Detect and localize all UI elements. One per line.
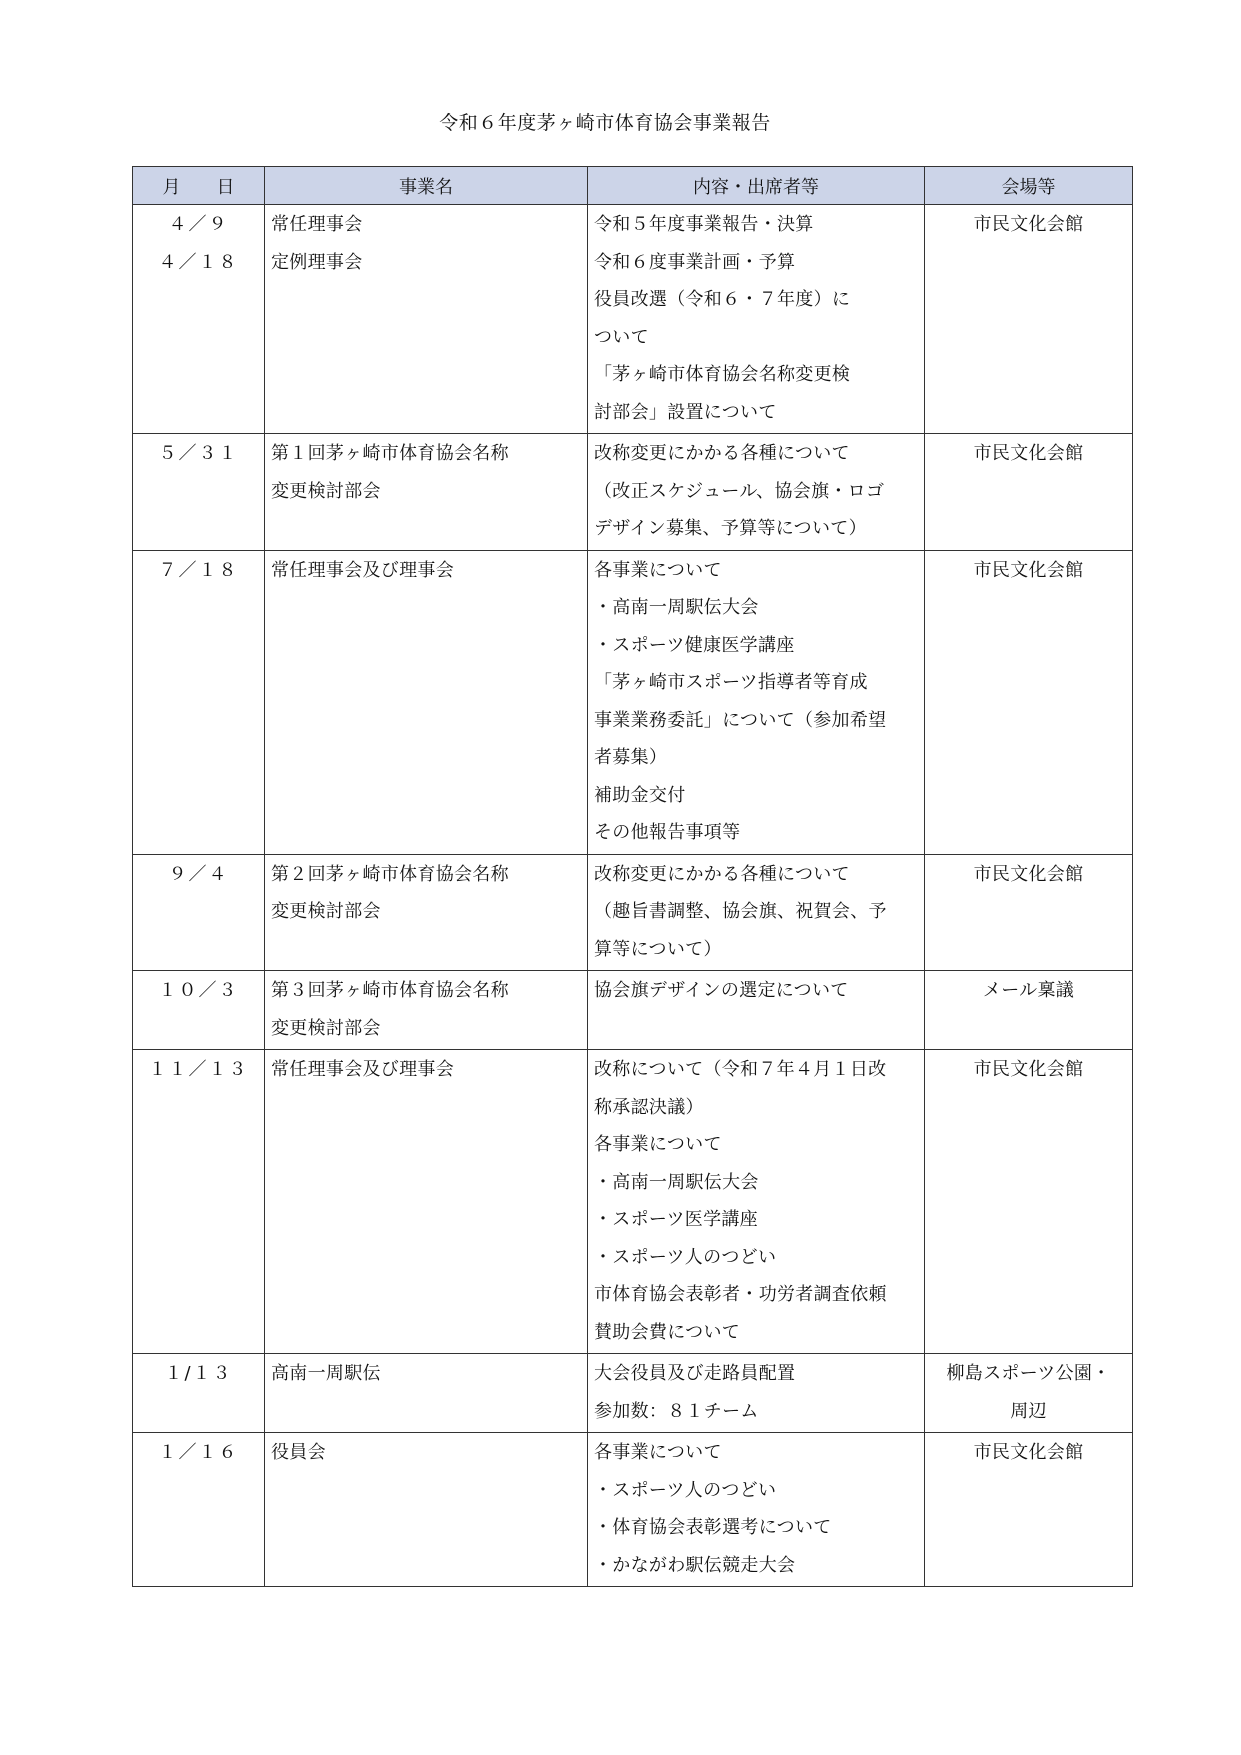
content-cell-line: 大会役員及び走路員配置: [594, 1363, 796, 1384]
content-cell-line: 各事業について: [594, 1134, 722, 1155]
content-cell: [588, 854, 925, 971]
venue-cell: [925, 1354, 1133, 1433]
content-cell-line: 者募集）: [594, 747, 668, 768]
table-row: [133, 1354, 1133, 1433]
event-name-cell: [265, 205, 588, 434]
date-cell: [133, 205, 265, 434]
content-cell-line: ・スポーツ人のつどい: [594, 1246, 777, 1268]
date-cell-line: １１／１３: [148, 1059, 249, 1080]
content-cell-line: ・スポーツ健康医学講座: [594, 634, 795, 656]
event-name-cell-line: 常任理事会及び理事会: [271, 559, 454, 581]
content-cell-line: ついて: [594, 326, 649, 348]
content-cell: [588, 1354, 925, 1433]
content-cell-line: 賛助会費について: [594, 1321, 741, 1343]
content-cell-line: 参加数：８１チーム: [594, 1400, 759, 1422]
date-cell-line: ９／４: [168, 863, 229, 885]
content-cell-line: 「茅ヶ崎市体育協会名称変更検: [594, 364, 851, 385]
event-name-cell: [265, 1050, 588, 1354]
content-cell-line: 補助金交付: [594, 784, 686, 806]
event-name-cell-line: 定例理事会: [271, 251, 363, 273]
table-header-row: [133, 167, 1133, 205]
content-cell-line: 「茅ヶ崎市スポーツ指導者等育成: [594, 672, 868, 693]
date-cell: [133, 971, 265, 1050]
event-name-cell: [265, 1354, 588, 1433]
content-cell-line: 称承認決議）: [594, 1096, 704, 1118]
date-cell: [133, 550, 265, 854]
content-cell-line: 各事業について: [594, 559, 722, 581]
event-name-cell: [265, 550, 588, 854]
date-cell-line: ５／３１: [158, 443, 239, 464]
venue-cell-line: 市民文化会館: [973, 559, 1084, 581]
event-name-cell: [265, 971, 588, 1050]
content-cell: [588, 550, 925, 854]
event-name-cell-line: 役員会: [271, 1442, 326, 1463]
content-cell-line: ・体育協会表彰選考について: [594, 1517, 832, 1538]
content-cell: [588, 1050, 925, 1354]
event-name-cell: [265, 854, 588, 971]
table-row: [133, 1433, 1133, 1587]
venue-cell: [925, 205, 1133, 434]
date-cell-line: １０／３: [158, 980, 239, 1001]
date-cell: [133, 1433, 265, 1587]
content-cell-line: 改称について（令和７年４月１日改: [594, 1059, 887, 1080]
header-venue: 会場等: [925, 167, 1133, 205]
event-name-cell: [265, 1433, 588, 1587]
content-cell: [588, 434, 925, 551]
content-cell-line: （趣旨書調整、協会旗、祝賀会、予: [594, 901, 887, 922]
table-body: [133, 205, 1133, 1587]
date-cell-line: ４／９: [168, 214, 229, 235]
event-name-cell-line: 変更検討部会: [271, 1017, 381, 1039]
table-row: [133, 971, 1133, 1050]
venue-cell-line: 市民文化会館: [973, 1059, 1084, 1080]
header-date: 月 日: [133, 167, 265, 205]
page-title: 令和６年度茅ヶ崎市体育協会事業報告: [439, 112, 771, 134]
venue-cell: [925, 971, 1133, 1050]
content-cell-line: 協会旗デザインの選定について: [594, 980, 849, 1001]
venue-cell-line: 市民文化会館: [973, 1442, 1084, 1463]
venue-cell: [925, 1050, 1133, 1354]
header-event-name: 事業名: [265, 167, 588, 205]
content-cell-line: ・スポーツ医学講座: [594, 1209, 758, 1230]
content-cell-line: ・高南一周駅伝大会: [594, 597, 759, 618]
event-name-cell-line: 常任理事会: [271, 214, 363, 235]
venue-cell-line: メール稟議: [982, 980, 1075, 1001]
venue-cell: [925, 434, 1133, 551]
content-cell-line: 事業業務委託」について（参加希望: [594, 709, 887, 731]
content-cell-line: 改称変更にかかる各種について: [594, 863, 850, 885]
venue-cell-line: 市民文化会館: [973, 863, 1084, 885]
event-name-cell-line: 第３回茅ヶ崎市体育協会名称: [271, 980, 509, 1001]
table-row: [133, 1050, 1133, 1354]
content-cell-line: ・スポーツ人のつどい: [594, 1479, 777, 1501]
content-cell-line: ・かながわ駅伝競走大会: [594, 1554, 796, 1576]
date-cell-line: １／１６: [158, 1442, 239, 1463]
content-cell-line: （改正スケジュール、協会旗・ロゴ: [594, 480, 885, 502]
venue-cell: [925, 1433, 1133, 1587]
table-row: [133, 434, 1133, 551]
date-cell-line: ７／１８: [158, 559, 239, 581]
content-cell-line: デザイン募集、予算等について）: [594, 518, 867, 539]
date-cell-line: ４／１８: [158, 251, 239, 273]
date-cell: [133, 854, 265, 971]
venue-cell-line: 市民文化会館: [973, 443, 1084, 464]
table-row: [133, 550, 1133, 854]
event-name-cell-line: 第２回茅ヶ崎市体育協会名称: [271, 863, 509, 885]
content-cell-line: 令和５年度事業報告・決算: [594, 214, 814, 235]
content-cell-line: 市体育協会表彰者・功労者調査依頼: [594, 1284, 887, 1305]
table-row: [133, 205, 1133, 434]
content-cell-line: 算等について）: [594, 938, 722, 960]
venue-cell-line: 市民文化会館: [973, 214, 1084, 235]
content-cell: [588, 971, 925, 1050]
date-cell: [133, 1050, 265, 1354]
content-cell-line: 役員改選（令和６・７年度）に: [594, 289, 851, 310]
event-name-cell-line: 常任理事会及び理事会: [271, 1059, 454, 1080]
content-cell: [588, 1433, 925, 1587]
event-name-cell: [265, 434, 588, 551]
report-table: [132, 166, 1133, 1587]
date-cell-line: １/１３: [164, 1363, 233, 1384]
venue-cell-line: 周辺: [1010, 1400, 1047, 1422]
date-cell: [133, 1354, 265, 1433]
content-cell-line: 討部会」設置について: [594, 401, 777, 423]
content-cell: [588, 205, 925, 434]
event-name-cell-line: 変更検討部会: [271, 901, 381, 922]
event-name-cell-line: 変更検討部会: [271, 480, 381, 502]
table-row: [133, 854, 1133, 971]
content-cell-line: 各事業について: [594, 1442, 722, 1463]
event-name-cell-line: 高南一周駅伝: [271, 1363, 381, 1384]
event-name-cell-line: 第１回茅ヶ崎市体育協会名称: [271, 443, 509, 464]
content-cell-line: 改称変更にかかる各種について: [594, 443, 850, 464]
header-content: 内容・出席者等: [588, 167, 925, 205]
content-cell-line: その他報告事項等: [594, 822, 741, 843]
content-cell-line: 令和６度事業計画・予算: [594, 251, 796, 273]
venue-cell: [925, 854, 1133, 971]
venue-cell-line: 柳島スポーツ公園・: [946, 1363, 1111, 1384]
date-cell: [133, 434, 265, 551]
venue-cell: [925, 550, 1133, 854]
content-cell-line: ・高南一周駅伝大会: [594, 1171, 759, 1193]
